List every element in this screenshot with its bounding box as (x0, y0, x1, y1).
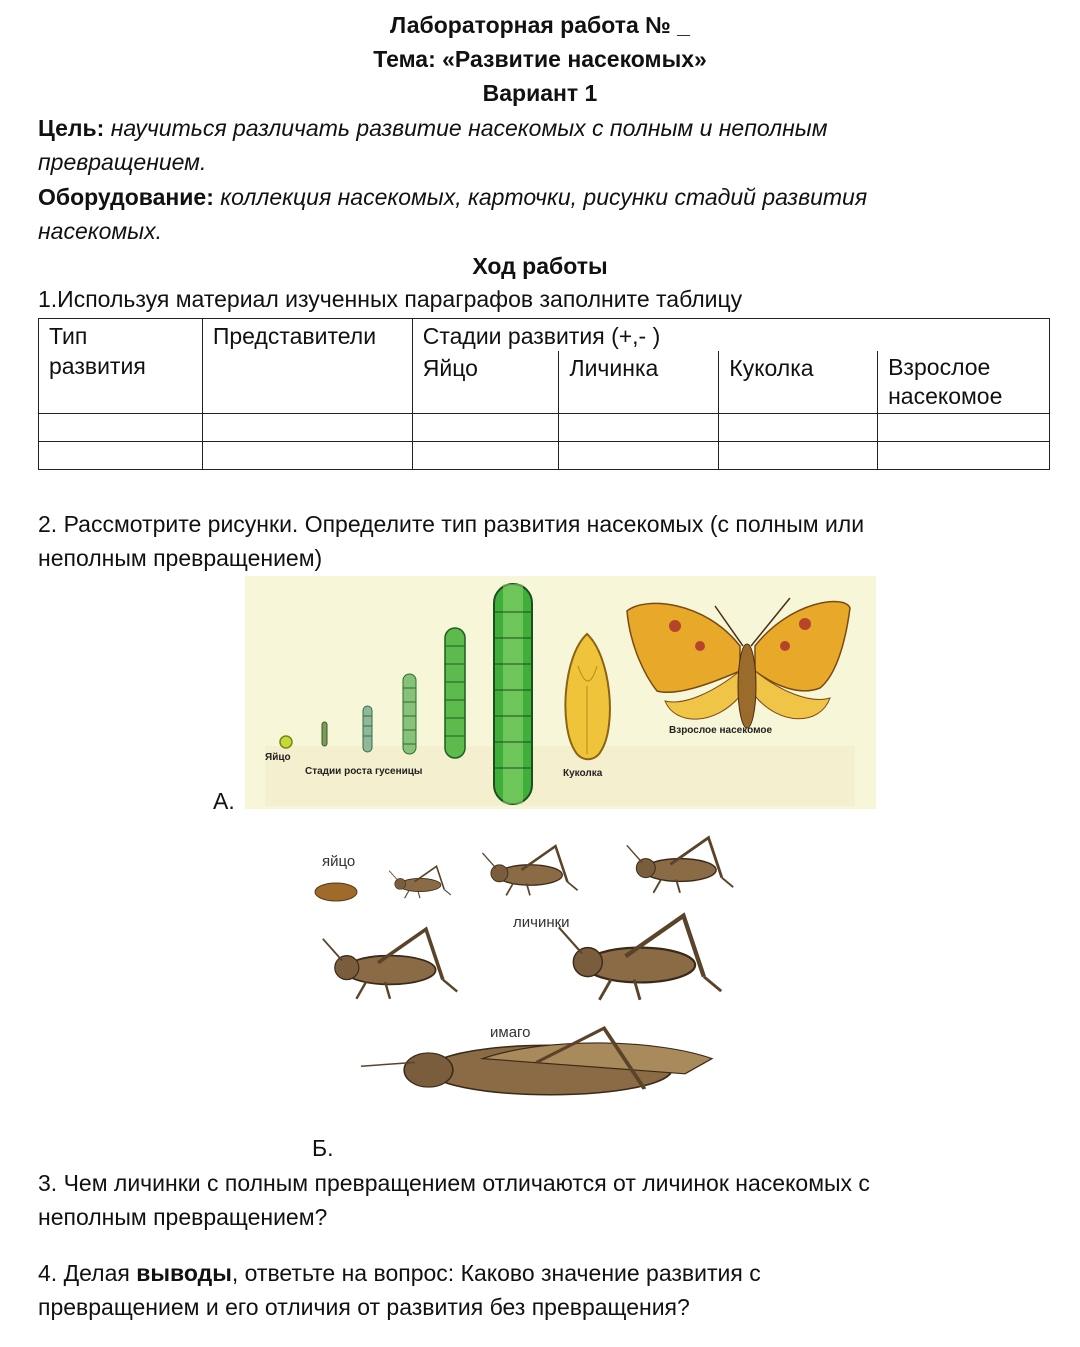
stage-adult (878, 351, 1050, 414)
equipment-line-1 (38, 184, 867, 211)
stage-pupa: Куколка (719, 351, 878, 414)
equipment-text-1: коллекция насекомых, карточки, рисунки стадий развития (220, 184, 868, 210)
stage-adult-line1: Взрослое (888, 354, 991, 380)
caption-egg: Яйцо (265, 752, 291, 763)
task4-prefix: 4. Делая (38, 1260, 137, 1286)
caption-pupa: Куколка (563, 768, 603, 779)
table-cell[interactable] (39, 414, 203, 442)
header-cell-stages: Стадии развития (+,- ) (412, 319, 1049, 352)
caterpillar-stage-3-icon (403, 674, 416, 754)
caption-larvae: личинки (513, 914, 570, 931)
task2-text-1: 2. Рассмотрите рисунки. Определите тип развития насекомых (с полным или (38, 511, 865, 537)
task2-text-2: неполным превращением) (38, 545, 323, 571)
topic-heading: Тема: «Развитие насекомых» (373, 46, 707, 72)
goal-label: Цель: (38, 115, 105, 141)
table-cell[interactable] (39, 442, 203, 470)
table-row (39, 442, 1050, 470)
equipment-label: Оборудование: (38, 184, 214, 210)
table-cell[interactable] (412, 442, 559, 470)
task1-text: 1.Используя материал изученных параграфов заполните таблицу (38, 286, 743, 312)
col-type-line2: развития (49, 353, 146, 379)
procedure-heading: Ход работы (472, 253, 608, 279)
figure-b-label: Б. (312, 1135, 334, 1161)
task4-bold: выводы (136, 1260, 232, 1286)
variant-heading: Вариант 1 (482, 80, 598, 106)
equipment-text-2: насекомых. (38, 218, 162, 244)
grasshopper-larva-5-icon (559, 916, 721, 1000)
header-cell-type (39, 319, 203, 414)
task4-text-2: превращением и его отличия от развития без превращения? (38, 1294, 690, 1320)
document-title: Лабораторная работа № _ (390, 12, 690, 38)
egg-icon (280, 736, 292, 748)
caption-adult: Взрослое насекомое (669, 725, 773, 736)
col-type-line1: Тип (49, 323, 88, 349)
header-cell-representatives: Представители (202, 319, 412, 414)
table-cell[interactable] (202, 414, 412, 442)
goal-line-1 (38, 115, 827, 142)
caterpillar-stage-5-icon (494, 584, 532, 804)
table-cell[interactable] (878, 442, 1050, 470)
grasshopper-egg-icon (315, 883, 357, 901)
figure-a-moth-lifecycle (245, 576, 876, 809)
grasshopper-larva-2-icon (482, 846, 577, 895)
table-cell[interactable] (559, 414, 719, 442)
table-cell[interactable] (719, 414, 878, 442)
caption-grasshopper-egg: яйцо (322, 853, 356, 870)
stage-egg: Яйцо (412, 351, 559, 414)
figure-b-grasshopper-lifecycle (300, 830, 800, 1130)
table-cell[interactable] (878, 414, 1050, 442)
caption-imago: имаго (490, 1024, 531, 1041)
development-table (38, 318, 1050, 470)
grasshopper-larva-1-icon (389, 866, 451, 898)
figure-a-label: А. (213, 788, 235, 814)
caterpillar-stage-1-icon (322, 722, 327, 746)
task3-text-2: неполным превращением? (38, 1204, 328, 1230)
task3-text-1: 3. Чем личинки с полным превращением отличаются от личинок насекомых с (38, 1170, 870, 1196)
goal-text-2: превращением. (38, 149, 207, 175)
table-cell[interactable] (719, 442, 878, 470)
table-cell[interactable] (559, 442, 719, 470)
table-row (39, 414, 1050, 442)
stage-adult-line2: насекомое (888, 383, 1003, 409)
grasshopper-larva-4-icon (323, 929, 457, 999)
caterpillar-stage-2-icon (363, 706, 372, 752)
table-cell[interactable] (412, 414, 559, 442)
caterpillar-stage-4-icon (445, 628, 465, 758)
task4-suffix: , ответьте на вопрос: Каково значение развития с (231, 1260, 761, 1286)
grasshopper-imago-icon (361, 1028, 712, 1095)
caption-growth: Стадии роста гусеницы (305, 766, 423, 777)
goal-text-1: научиться различать развитие насекомых с полным и неполным (110, 115, 828, 141)
table-cell[interactable] (202, 442, 412, 470)
task4-text-1 (38, 1260, 761, 1287)
grasshopper-larva-3-icon (627, 838, 733, 893)
stage-larva: Личинка (559, 351, 719, 414)
